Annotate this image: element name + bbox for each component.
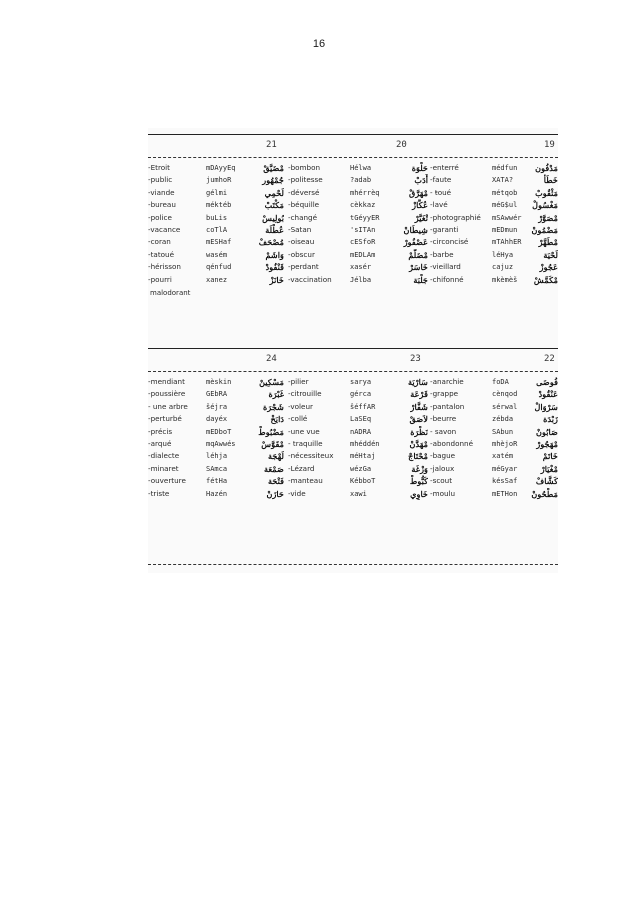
arabic-word: خَطَأ	[543, 175, 558, 186]
french-word: -perturbé	[148, 414, 182, 424]
vocabulary-row	[148, 162, 558, 174]
vocabulary-row	[148, 224, 558, 236]
arabic-word: دَايَخْ	[270, 414, 284, 425]
transliteration: SAmca	[206, 464, 228, 473]
arabic-word: مْغْيَارْ	[540, 463, 558, 474]
french-word: -anarchie	[430, 377, 464, 386]
french-word: -nécessiteux	[288, 451, 334, 461]
arabic-word: مْضَيَّقْ	[263, 163, 284, 173]
arabic-word: خَاتَمْ	[542, 451, 558, 462]
french-word: -mendiant	[148, 377, 185, 386]
french-word: -scout	[430, 476, 453, 486]
vocabulary-row	[148, 199, 558, 211]
arabic-word: فَتْحَة	[267, 476, 284, 487]
french-word: -une vue	[288, 426, 320, 436]
transliteration: foDA	[492, 378, 509, 386]
french-word: -bureau	[148, 200, 176, 210]
vocabulary-row	[148, 376, 558, 388]
french-word: -faute	[430, 175, 452, 185]
french-word: -citrouille	[288, 389, 322, 399]
transliteration: médfun	[492, 164, 518, 172]
vocabulary-row	[148, 426, 558, 438]
arabic-word: مْكَمَّشْ	[533, 274, 558, 285]
arabic-word: مْصَوَّرْ	[538, 212, 558, 223]
arabic-word: تْغَيَّرْ	[414, 212, 428, 223]
french-word: - savon	[430, 426, 457, 436]
french-word: -tatoué	[148, 249, 175, 259]
arabic-word: لَهْجَة	[268, 451, 284, 462]
french-word: -jaloux	[430, 463, 455, 473]
arabic-word: عَصْفُورْ	[403, 237, 428, 248]
arabic-word: صَمْعَة	[263, 463, 284, 474]
french-word: -lavé	[430, 200, 448, 210]
transliteration: méGyar	[492, 464, 518, 473]
transliteration: mhérrèq	[350, 188, 380, 197]
transliteration: késSaf	[492, 477, 518, 486]
arabic-word: عُكَّازْ	[412, 200, 428, 211]
arabic-word: غَبْرَة	[268, 389, 284, 400]
transliteration: xatém	[492, 452, 514, 461]
french-word: - ŧoué	[430, 187, 452, 197]
transliteration: mèskin	[206, 378, 232, 386]
french-word: -hérisson	[148, 262, 181, 272]
arabic-word: جَلْبَة	[413, 274, 428, 285]
french-word: -circoncisé	[430, 237, 469, 247]
vocabulary-row	[148, 212, 558, 224]
transliteration: cajuz	[492, 263, 514, 272]
arabic-word: لَحْمِي	[264, 187, 284, 198]
transliteration: gérca	[350, 390, 372, 399]
arabic-word: صَابُونْ	[536, 426, 558, 437]
french-word: -béquille	[288, 200, 320, 210]
transliteration: xawi	[350, 489, 367, 498]
arabic-word: عَجُوزْ	[539, 262, 558, 273]
vocabulary-row	[148, 236, 558, 248]
arabic-word: عَنْقُودْ	[538, 389, 558, 400]
transliteration: Jélba	[350, 275, 372, 284]
transliteration: wasém	[206, 250, 228, 259]
transliteration: mhèjoR	[492, 439, 518, 448]
transliteration: qénfud	[206, 263, 232, 272]
transliteration: méktéb	[206, 201, 232, 210]
french-word: -vide	[288, 488, 306, 498]
transliteration: gélmi	[206, 188, 228, 197]
french-word: -pourri	[148, 274, 172, 284]
french-word: -vieillard	[430, 262, 461, 272]
arabic-word: مْهَدَّنْ	[409, 438, 428, 449]
transliteration: mEDboT	[206, 427, 232, 436]
transliteration: coTlA	[206, 225, 228, 234]
arabic-word: سَرْوَالْ	[534, 401, 558, 412]
arabic-word: مُصْحَفْ	[258, 237, 284, 248]
french-word: -public	[148, 175, 173, 185]
transliteration: mEDmun	[492, 225, 518, 234]
column-number: 20	[396, 140, 407, 150]
transliteration: LaSEq	[350, 415, 372, 424]
transliteration: sérwal	[492, 402, 518, 411]
arabic-word: مَضْمُونْ	[531, 224, 558, 235]
french-word: -changé	[288, 212, 318, 222]
arabic-word: مْضَلَّمْ	[408, 249, 428, 260]
french-word: -garanti	[430, 224, 459, 234]
french-word: -oiseau	[288, 237, 315, 247]
transliteration: mhéddén	[350, 439, 380, 448]
french-word: -barbe	[430, 249, 454, 259]
arabic-word: بُولِيسْ	[262, 212, 284, 223]
french-word: -voleur	[288, 401, 313, 411]
transliteration: mkèmèš	[492, 275, 518, 284]
arabic-word: قَنْفُودْ	[265, 262, 284, 273]
french-word: -ouverture	[148, 476, 186, 486]
transliteration: méHtaj	[350, 452, 376, 461]
arabic-word: حَلْوَة	[411, 163, 428, 173]
arabic-word: قَرْعَة	[410, 389, 428, 400]
arabic-word: شِيطَانْ	[403, 224, 428, 235]
french-word: -police	[148, 212, 172, 222]
arabic-word: مَثْقُوبْ	[535, 187, 558, 198]
arabic-word: وَزْغَة	[411, 463, 428, 474]
page-number: 16	[312, 38, 326, 50]
french-word: -chifonné	[430, 274, 464, 284]
french-word: -Satan	[288, 224, 312, 234]
french-word: -poussière	[148, 389, 186, 399]
bottom-section-rows	[148, 376, 558, 500]
arabic-word: مْقَوَّسْ	[261, 438, 284, 449]
arabic-word: مَغْسُولْ	[532, 200, 558, 211]
french-word: - traquille	[288, 438, 323, 448]
french-word: -Lézard	[288, 463, 315, 473]
arabic-word: كَبُّوطْ	[409, 476, 428, 487]
arabic-word: خَانَزْ	[269, 274, 284, 285]
arabic-word: مْحْتَاجْ	[408, 451, 428, 462]
transliteration: jumhoR	[206, 176, 232, 185]
transliteration: 'sITAn	[350, 225, 376, 234]
arabic-word: نَظْرَة	[410, 426, 428, 437]
vocabulary-row	[148, 187, 558, 199]
transliteration: KébboT	[350, 477, 376, 486]
header-rule	[148, 371, 558, 372]
bottom-section	[148, 352, 558, 500]
column-number: 23	[410, 354, 421, 364]
transliteration: buLis	[206, 213, 228, 222]
french-word: -vaccination	[288, 274, 332, 284]
french-word: -photographié	[430, 212, 481, 222]
french-word: -pantalon	[430, 401, 465, 411]
french-word: -beurre	[430, 414, 457, 424]
continuation-word: malodorant	[150, 289, 191, 297]
transliteration: mSAwwér	[492, 213, 522, 222]
arabic-word: مْهَجُورْ	[536, 438, 558, 449]
top-rule	[148, 134, 558, 135]
arabic-word: مْطَهَّرْ	[538, 237, 558, 248]
transliteration: xanez	[206, 275, 228, 284]
vocabulary-row	[148, 488, 558, 500]
french-word: -triste	[148, 488, 170, 498]
arabic-word: زَبْدَة	[543, 414, 558, 425]
transliteration: nADRA	[350, 427, 372, 436]
french-word: -précis	[148, 426, 173, 436]
transliteration: GEbRA	[206, 390, 228, 399]
arabic-word: حَازَنْ	[266, 488, 284, 499]
column-number: 19	[544, 140, 555, 150]
transliteration: cènqod	[492, 390, 518, 399]
arabic-word: مَكْتَبْ	[264, 200, 284, 211]
arabic-word: مَطْحُونْ	[531, 488, 558, 499]
column-number: 24	[266, 354, 277, 364]
top-section-rows	[148, 162, 558, 286]
column-number: 21	[266, 140, 277, 150]
vocabulary-row	[148, 174, 558, 186]
transliteration: dayéx	[206, 415, 228, 424]
transliteration: mDAyyEq	[206, 164, 236, 172]
transliteration: cESfoR	[350, 238, 376, 247]
vocabulary-row	[148, 463, 558, 475]
french-word: -manteau	[288, 476, 323, 486]
bottom-section-headers	[148, 352, 558, 370]
transliteration: XATA?	[492, 176, 514, 185]
french-word: -déversé	[288, 187, 320, 197]
transliteration: mETHon	[492, 489, 518, 498]
arabic-word: لَحْيَة	[543, 249, 558, 260]
french-word: -perdant	[288, 262, 319, 272]
vocabulary-row	[148, 450, 558, 462]
arabic-word: مَدْفُون	[535, 163, 558, 173]
french-word: -moulu	[430, 488, 456, 498]
french-word: -vacance	[148, 224, 181, 234]
bottom-rule	[148, 564, 558, 565]
french-word: -minaret	[148, 463, 179, 473]
vocabulary-row	[148, 401, 558, 413]
vocabulary-row	[148, 388, 558, 400]
transliteration: xasér	[350, 263, 372, 272]
french-word: -politesse	[288, 175, 323, 185]
transliteration: méG$ul	[492, 201, 518, 210]
transliteration: tGéyyER	[350, 213, 380, 222]
column-number: 22	[544, 354, 555, 364]
french-word: -grappe	[430, 389, 459, 399]
transliteration: Hazén	[206, 489, 228, 498]
vocabulary-row	[148, 249, 558, 261]
arabic-word: مَسْكِينْ	[259, 377, 284, 387]
french-word: - une arbre	[148, 401, 188, 411]
top-section	[148, 138, 558, 297]
arabic-word: وَاشَمْ	[265, 249, 284, 260]
transliteration: cèkkaz	[350, 201, 376, 210]
arabic-word: شَجْرَة	[263, 401, 284, 412]
transliteration: ŝéffAR	[350, 402, 376, 411]
french-word: -viande	[148, 187, 175, 197]
transliteration: sarya	[350, 378, 372, 386]
french-word: -collé	[288, 414, 308, 424]
french-word: -coran	[148, 237, 171, 247]
top-section-headers	[148, 138, 558, 156]
french-word: -bague	[430, 451, 456, 461]
transliteration: léhja	[206, 452, 228, 461]
transliteration: mTAhhER	[492, 238, 522, 247]
transliteration: šéjra	[206, 402, 228, 411]
transliteration: mEDLAm	[350, 250, 376, 259]
french-word: -arqué	[148, 438, 172, 448]
arabic-word: شَفَّارْ	[410, 401, 428, 412]
vocabulary-row	[148, 274, 558, 286]
arabic-word: خَاوِي	[410, 488, 428, 499]
arabic-word: خَاسَرْ	[409, 262, 428, 273]
french-word: -Etroit	[148, 163, 170, 172]
french-word: -bombon	[288, 163, 321, 172]
transliteration: mESHaf	[206, 238, 232, 247]
transliteration: mqAwwés	[206, 439, 236, 448]
french-word: -abondonné	[430, 438, 474, 448]
transliteration: métqob	[492, 188, 518, 197]
french-word: -enterré	[430, 163, 459, 172]
french-word: -dialecte	[148, 451, 180, 461]
arabic-word: عُطْلَة	[265, 224, 284, 235]
arabic-word: سَارْيَة	[408, 377, 428, 387]
transliteration: fétHa	[206, 477, 228, 486]
header-rule	[148, 157, 558, 158]
transliteration: zébda	[492, 415, 514, 424]
arabic-word: كَشَّافْ	[535, 476, 558, 487]
vocabulary-row	[148, 438, 558, 450]
arabic-word: جُمْهُور	[262, 175, 284, 186]
arabic-word: لاَصَقْ	[409, 414, 428, 425]
vocabulary-row	[148, 413, 558, 425]
transliteration: léHya	[492, 250, 514, 259]
transliteration: Hélwa	[350, 164, 372, 172]
french-word: -pilier	[288, 377, 309, 386]
arabic-word: مْهَرَّقْ	[408, 187, 428, 198]
arabic-word: أَدَبْ	[414, 175, 428, 186]
middle-rule	[148, 348, 558, 349]
vocabulary-row	[148, 261, 558, 273]
arabic-word: فُوضَى	[536, 377, 558, 387]
transliteration: SAbun	[492, 427, 514, 436]
arabic-word: مَضْبُوطْ	[258, 426, 284, 437]
french-word: -obscur	[288, 249, 315, 259]
scanned-vocabulary-table	[148, 128, 558, 573]
vocabulary-row	[148, 475, 558, 487]
transliteration: ?adab	[350, 176, 372, 185]
transliteration: wézGa	[350, 464, 372, 473]
